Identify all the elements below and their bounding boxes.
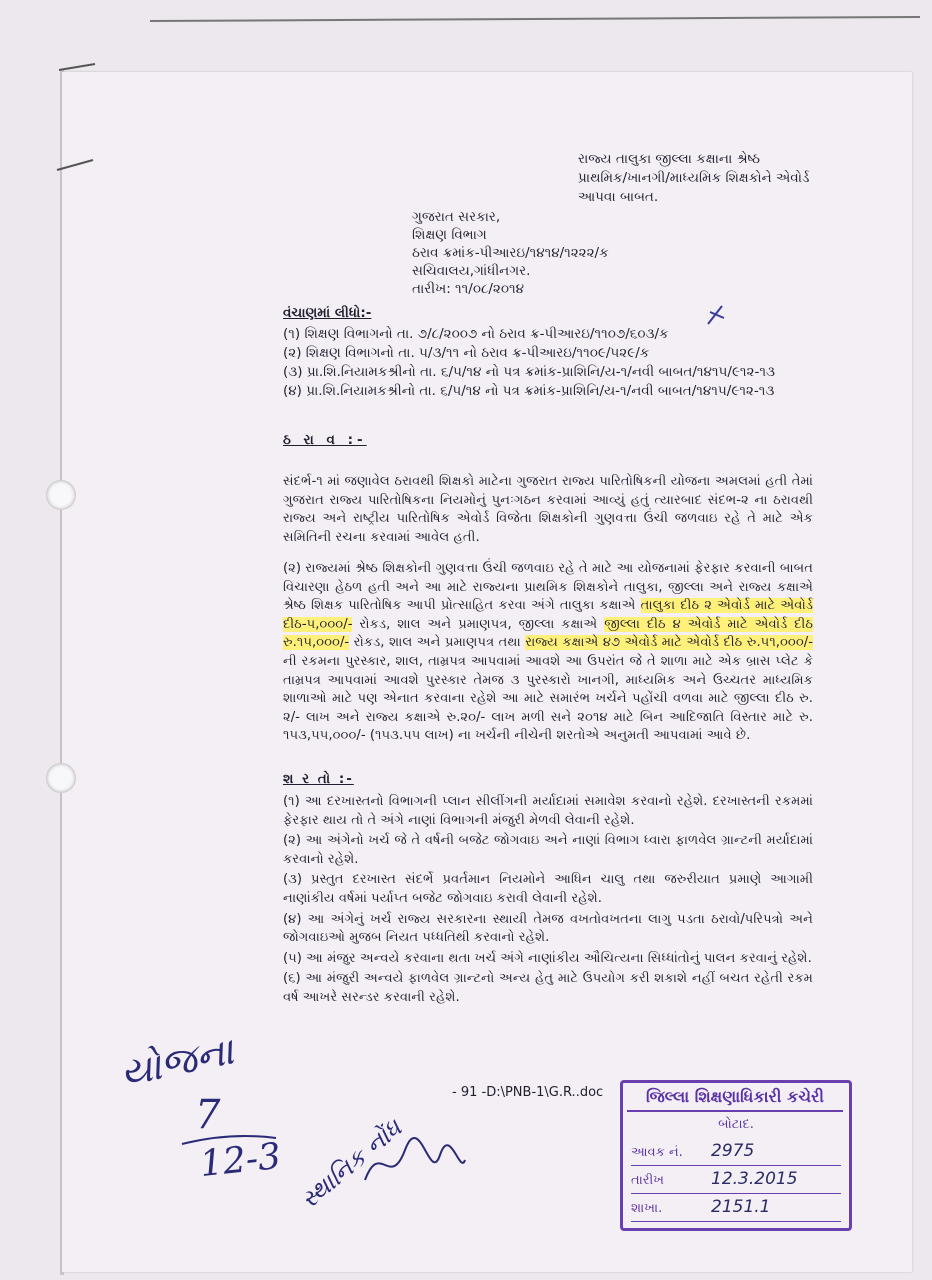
condition-item: (૧) આ દરખાસ્તનો વિભાગની પ્લાન સીલીંગની મર્યાદામાં સમાવેશ કરવાનો રહેશે. દરખાસ્તની રકમમાં ફેરફાર થાય તો તે અંગે નાણાં વિભાગની મંજુરી મેળવી લેવાની રહેશે. [283, 794, 813, 828]
reading-item: (૨) શિક્ષણ વિભાગનો તા. ૫/૩/૧૧ નો ઠરાવ ક્ર-પીઆરઇ/૧૧૦૯/૫૨૯/ક [283, 345, 650, 361]
condition-item: (૪) આ અંગેનું ખર્ચ રાજ્ય સરકારના સ્થાયી તેમજ વખતોવખતના લાગુ પડતા ઠરાવો/પરિપત્રો અને જોગવાઇઓ મુજબ નિયત પધ્ધતિથી કરવાનો રહેશે. [283, 911, 813, 946]
subject-line: રાજ્ય તાલુકા જીલ્લા કક્ષાના શ્રેષ્ઠ [578, 151, 761, 167]
paragraph-text: ની રકમના પુરસ્કાર, શાલ, તામ્રપત્ર આપવામાં આવશે આ ઉપરાંત જે તે શાળા માટે એક બ્રાસ પ્લેટ કે તામ્રપત્ર આપવામાં આવશે પુરસ્કાર તેમજ ૩ પુરસ્કારો ખાનગી, માધ્યમિક અને ઉચ્ચતર માધ્યમિક શાળાઓ માટે પણ એનાત કરવાના રહેશે આ માટે સમારંભ ખર્ચને પહોંચી વળવા માટે જીલ્લા દીઠ રુ. ૨/- લાખ અને રાજ્ય કક્ષાએ રુ.૨૦/- લાખ મળી સને ૨૦૧૪ માટે બિન આદિજાતિ વિસ્તાર માટે રુ. ૧૫૩,૫૫,૦૦૦/- (૧૫૩.૫૫ લાખ) ના ખર્ચની નીચેની શરતોએ અનુમતી આપવામાં આવે છે. [283, 653, 813, 744]
conditions-heading: શ ર તો :- [283, 771, 354, 787]
stamp-inward-label: આવક નં. [631, 1145, 683, 1160]
stamp-branch-row [631, 1197, 841, 1222]
highlighted-district-award: જીલ્લા દીઠ ૪ એવોર્ડ માટે એવોર્ડ દીઠ રુ.૧૫,૦૦૦/- [283, 616, 813, 651]
reading-item: (૧) શિક્ષણ વિભાગનો તા. ૭/૮/૨૦૦૭ નો ઠરાવ ક્ર-પીઆરઇ/૧૧૦૭/૬૦૩/ક [283, 326, 669, 342]
stamp-title: જિલ્લા શિક્ષણાધિકારી કચેરી [627, 1087, 843, 1112]
handwritten-number: 7 [195, 1092, 221, 1138]
subject-block [578, 150, 809, 207]
paragraph-text: રોકડ, શાલ અને પ્રમાણપત્ર તથા [349, 635, 526, 651]
reading-item: (૩) પ્રા.શિ.નિયામકશ્રીનો તા. ૬/૫/૧૪ નો પત્ર ક્રમાંક-પ્રાશિનિ/ય-૧/નવી બાબત/૧૪૧૫/૯૧૨-૧૩ [283, 364, 775, 380]
file-path-footer: - 91 -D:\PNB-1\G.R..doc [452, 1085, 604, 1100]
highlighted-state-award: રાજ્ય કક્ષાએ ૪૭ એવોર્ડ માટે એવોર્ડ દીઠ રુ.૫૧,૦૦૦/- [525, 635, 813, 651]
subject-line: આપવા બાબત. [578, 189, 659, 205]
handwritten-underline [180, 1130, 280, 1150]
government-name: ગુજરાત સરકાર, [412, 209, 501, 225]
resolution-paragraph-2 [283, 560, 813, 746]
condition-item: (૫) આ મંજુર અન્વયે કરવાના થતા ખર્ચ અંગે નાણાંકીય ઔચિત્યના સિધ્ધાંતોનું પાલન કરવાનું રહેશે. [283, 950, 812, 966]
punch-hole-top [46, 480, 76, 510]
reading-item: (૪) પ્રા.શિ.નિયામકશ્રીનો તા. ૬/૫/૧૪ નો પત્ર ક્રમાંક-પ્રાશિનિ/ય-૧/નવી બાબત/૧૪૧૫/૯૧૨-૧૩ [283, 383, 775, 399]
condition-item: (૨) આ અંગેનો ખર્ચ જે તે વર્ષની બજેટ જોગવાઇ અને નાણાં વિભાગ ધ્વારા ફાળવેલ ગ્રાન્ટની મર્યાદામાં કરવાનો રહેશે. [283, 833, 813, 867]
resolution-heading: ઠ રા વ :- [283, 432, 367, 448]
condition-item: (૬) આ મંજુરી અન્વયે ફાળવેલ ગ્રાન્ટનો અન્ય હેતુ માટે ઉપયોગ કરી શકાશે નહીં બચત રહેતી રકમ વર્ષ આખરે સરન્ડર કરવાની રહેશે. [283, 971, 813, 1005]
margin-mark-icon [700, 300, 730, 330]
handwritten-signature [360, 1130, 470, 1200]
stamp-date-row [631, 1169, 841, 1194]
department-name: શિક્ષણ વિભાગ [412, 227, 487, 243]
handwritten-date: 12-3 [198, 1135, 283, 1186]
office-location: સચિવાલય,ગાંધીનગર. [412, 263, 531, 279]
office-header [412, 208, 609, 298]
highlighted-taluka-award: તાલુકા દીઠ ૨ એવોર્ડ માટે એવોર્ડ દીઠ-૫,૦૦૦/- [283, 598, 813, 632]
paper-top-edge [150, 16, 920, 28]
reading-list [283, 325, 775, 401]
handwritten-note: સ્થાનિક નોંધ [295, 1113, 408, 1215]
paragraph-text: રોકડ, શાલ અને પ્રમાણપત્ર, જીલ્લા કક્ષાએ [352, 616, 605, 632]
resolution-paragraph-1: સંદર્ભ-૧ માં જણાવેલ ઠરાવથી શિક્ષકો માટેના ગુજરાત રાજ્ય પારિતોષિકની યોજના અમલમાં હતી તેમાં ગુજરાત રાજ્ય પારિતોષિકના નિયમોનું પુનઃગઠન કરવામાં આવ્યું હતું ત્યારબાદ સંદભ-૨ ના ઠરાવથી રાજ્ય અને રાષ્ટ્રીય પારિતોષિક એવોર્ડ વિજેતા શિક્ષકોની ગુણવત્તા ઉંચી જળવાઇ રહે તે માટે એક સમિતિની રચના કરવામાં આવેલ હતી. [283, 474, 813, 545]
stamp-branch-label: શાખા. [631, 1201, 663, 1216]
handwritten-scheme: યોજના [116, 1028, 238, 1096]
office-stamp [620, 1080, 852, 1231]
stamp-branch-value: 2151.1 [711, 1197, 771, 1217]
stamp-date-value: 12.3.2015 [711, 1169, 798, 1189]
margin-marks [55, 58, 100, 188]
stamp-inward-value: 2975 [711, 1141, 755, 1161]
stamp-inward-row [631, 1141, 841, 1166]
punch-hole-bottom [46, 763, 76, 793]
condition-item: (૩) પ્રસ્તુત દરખાસ્ત સંદર્ભે પ્રવર્તમાન નિયમોને આધિન ચાલુ તથા જરુરીયાત પ્રમાણે આગામી નાણાંકીય વર્ષમાં પર્યાપ્ત બજેટ જોગવાઇ કરાવી લેવાની રહેશે. [283, 872, 813, 906]
resolution-number: ઠરાવ ક્રમાંક-પીઆરઇ/૧૪૧૪/૧૨૨૨/ક [412, 245, 609, 261]
resolution-date: તારીખ: ૧૧/૦૮/૨૦૧૪ [412, 281, 524, 297]
paragraph-text: (૨) રાજ્યમાં શ્રેષ્ઠ શિક્ષકોની ગુણવત્તા ઉંચી જળવાઇ રહે તે માટે આ યોજનામાં ફેરફાર કરવાની બાબત વિચારણા હેઠળ હતી અને આ માટે રાજ્યના પ્રાથમિક શિક્ષકોને તાલુકા, જીલ્લા અને રાજ્ય કક્ષાએ શ્રેષ્ઠ શિક્ષક પારિતોષિક આપી પ્રોત્સાહિત કરવા અંગે તાલુકા કક્ષાએ [283, 561, 813, 614]
conditions-list [283, 793, 813, 1010]
subject-line: પ્રાથમિક/ખાનગી/માધ્યમિક શિક્ષકોને એવોર્ડ [578, 170, 810, 186]
reading-heading: વંચાણમાં લીધો:- [283, 305, 372, 321]
stamp-date-label: તારીખ [631, 1173, 664, 1188]
stamp-place: બોટાદ. [718, 1117, 754, 1132]
